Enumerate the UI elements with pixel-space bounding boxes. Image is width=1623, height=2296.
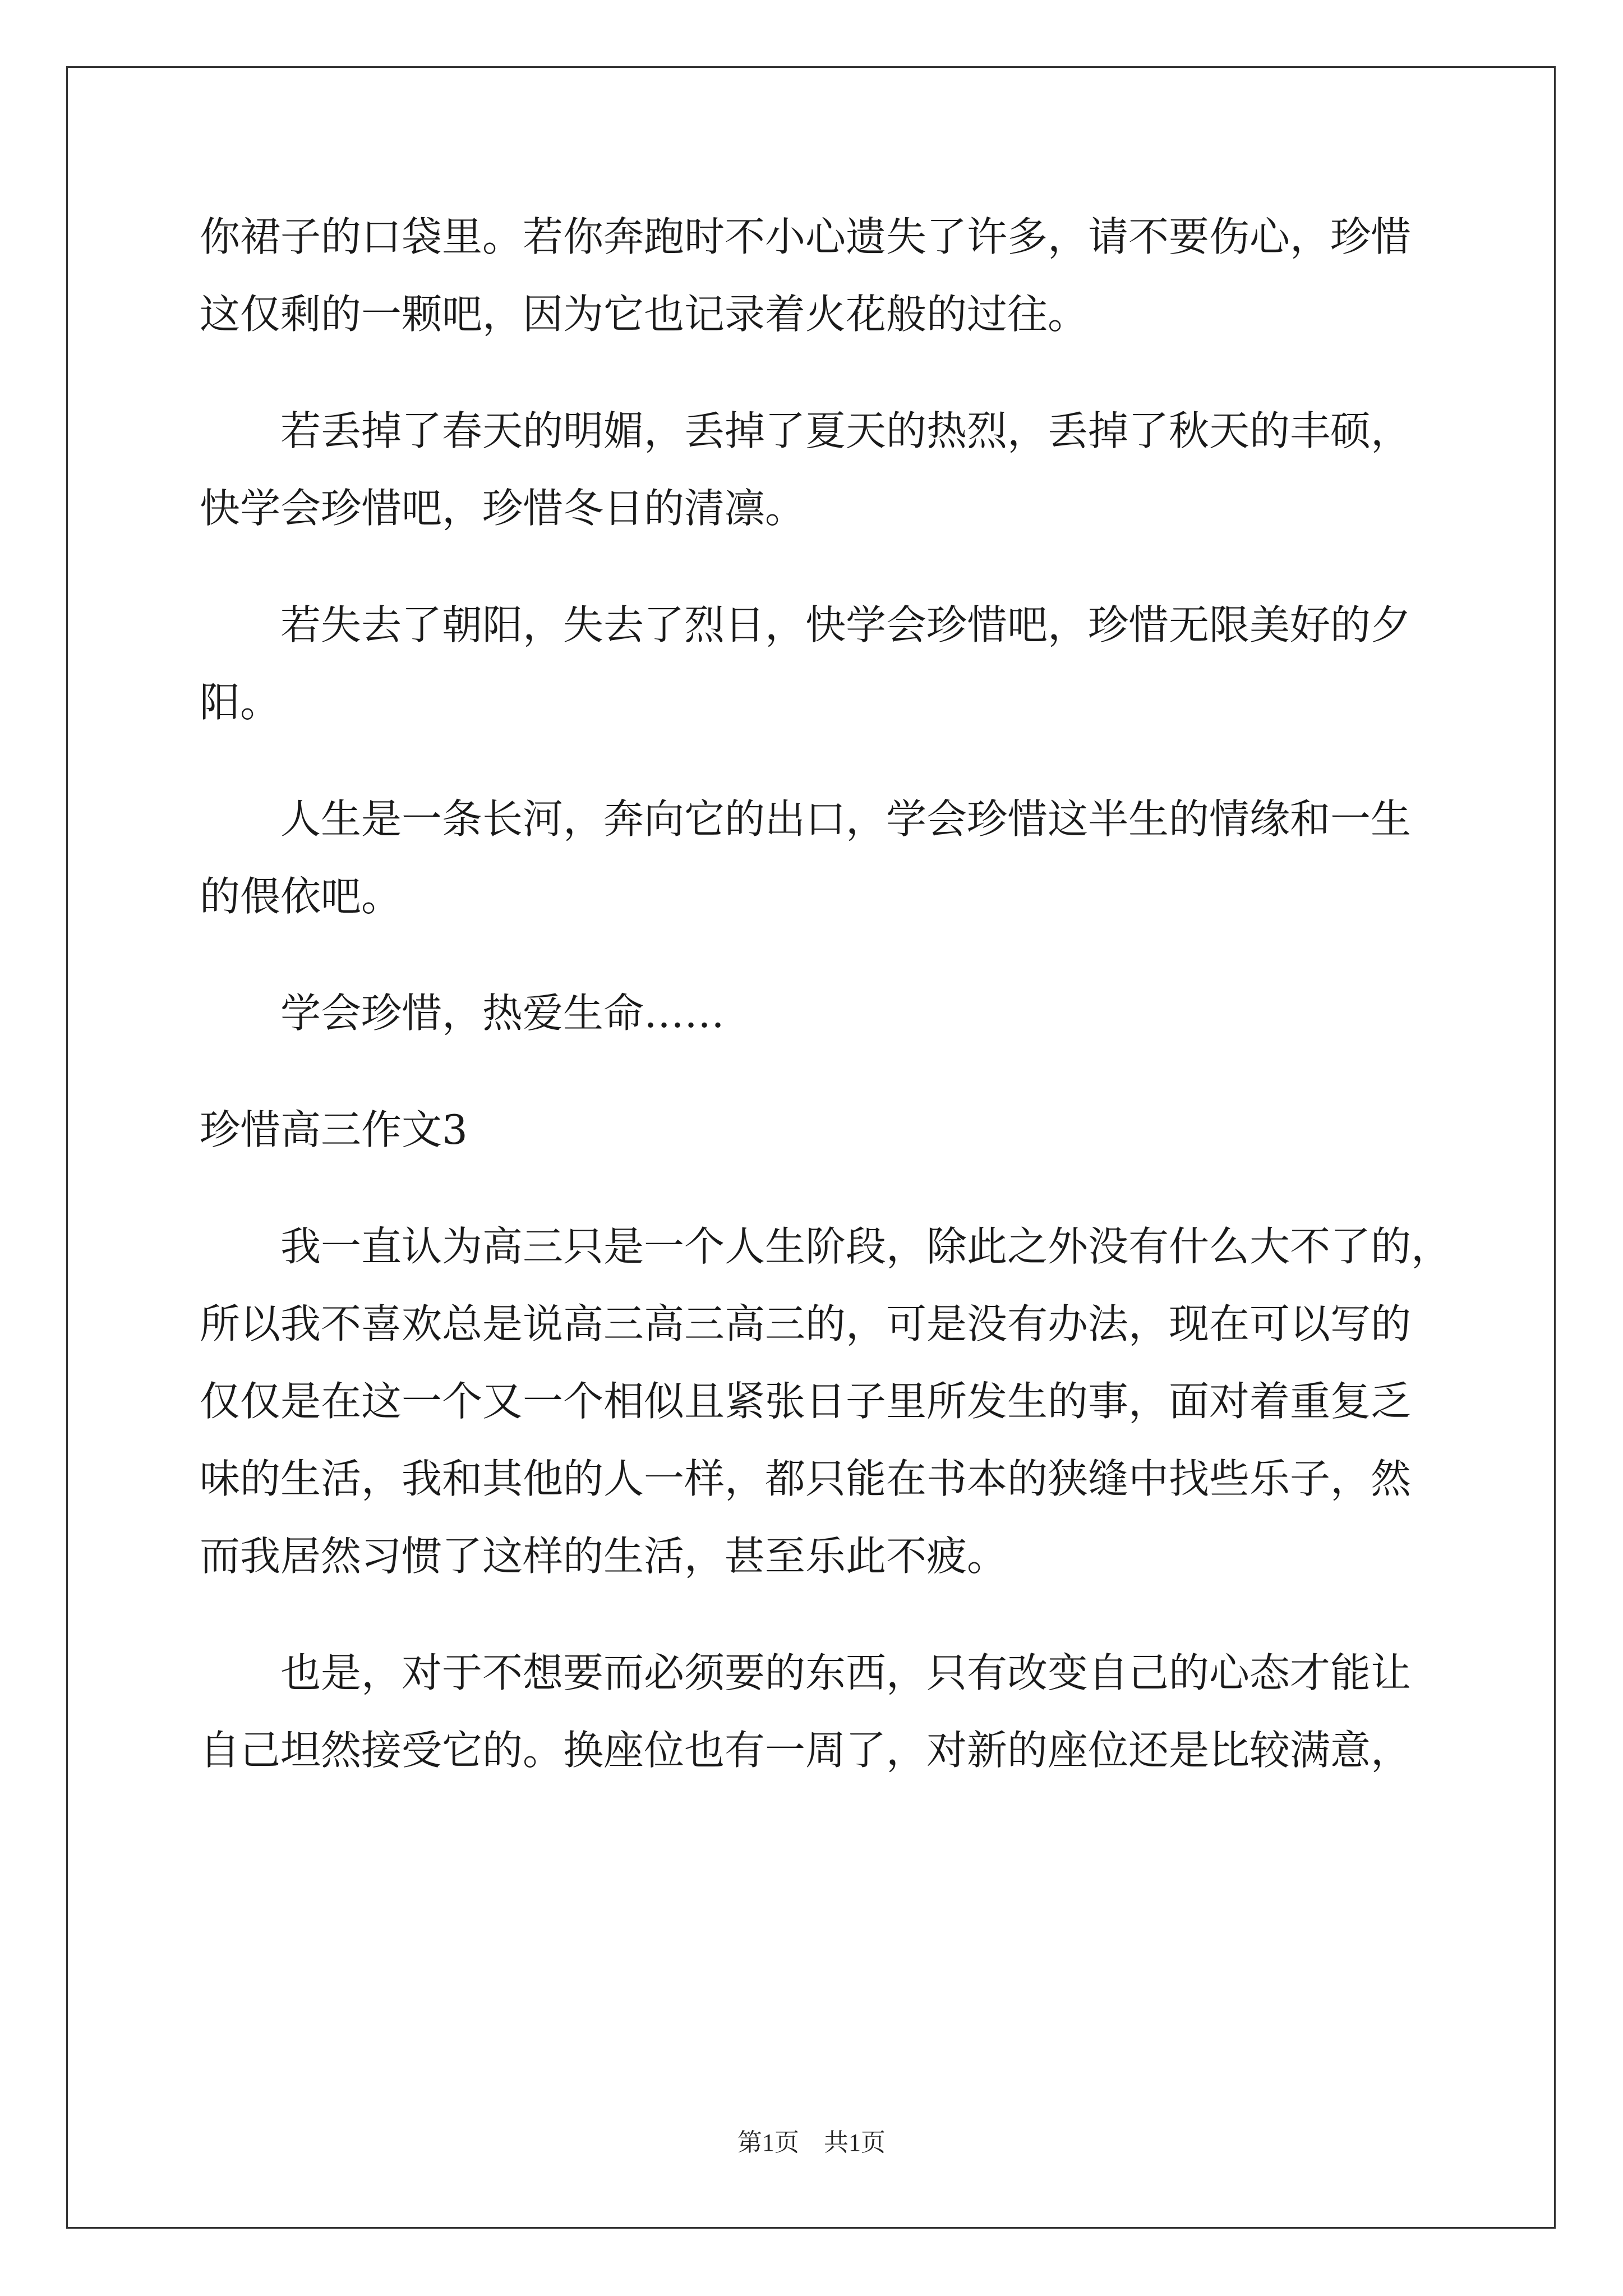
- text-line: 学会珍惜，热爱生命……: [280, 990, 725, 1037]
- text-line: 而我居然习惯了这样的生活，甚至乐此不疲。: [200, 1533, 1008, 1580]
- text-line: 人生是一条长河，奔向它的出口，学会珍惜这半生的情缘和一生: [280, 795, 1412, 843]
- text-line: 所以我不喜欢总是说高三高三高三的，可是没有办法，现在可以写的: [200, 1300, 1412, 1347]
- section-heading: 珍惜高三作文3: [200, 1106, 468, 1153]
- text-line: 我一直认为高三只是一个人生阶段，除此之外没有什么大不了的，: [280, 1223, 1452, 1270]
- text-line: 这仅剩的一颗吧，因为它也记录着火花般的过往。: [200, 291, 1089, 338]
- text-line: 的偎依吧。: [200, 873, 402, 920]
- text-line: 阳。: [200, 679, 281, 726]
- page-number-footer: 第1页 共1页: [737, 2129, 886, 2156]
- text-line: 仅仅是在这一个又一个相似且紧张日子里所发生的事，面对着重复乏: [200, 1378, 1412, 1425]
- text-line: 也是，对于不想要而必须要的东西，只有改变自己的心态才能让: [280, 1649, 1412, 1696]
- text-line: 若丢掉了春天的明媚，丢掉了夏天的热烈，丢掉了秋天的丰硕，: [280, 407, 1412, 454]
- text-line: 若失去了朝阳，失去了烈日，快学会珍惜吧，珍惜无限美好的夕: [280, 601, 1412, 648]
- text-line: 自己坦然接受它的。换座位也有一周了，对新的座位还是比较满意，: [200, 1727, 1412, 1774]
- text-line: 味的生活，我和其他的人一样，都只能在书本的狭缝中找些乐子，然: [200, 1455, 1412, 1502]
- text-line: 你裙子的口袋里。若你奔跑时不小心遗失了许多，请不要伤心，珍惜: [200, 213, 1412, 260]
- text-line: 快学会珍惜吧，珍惜冬日的清凛。: [200, 485, 806, 532]
